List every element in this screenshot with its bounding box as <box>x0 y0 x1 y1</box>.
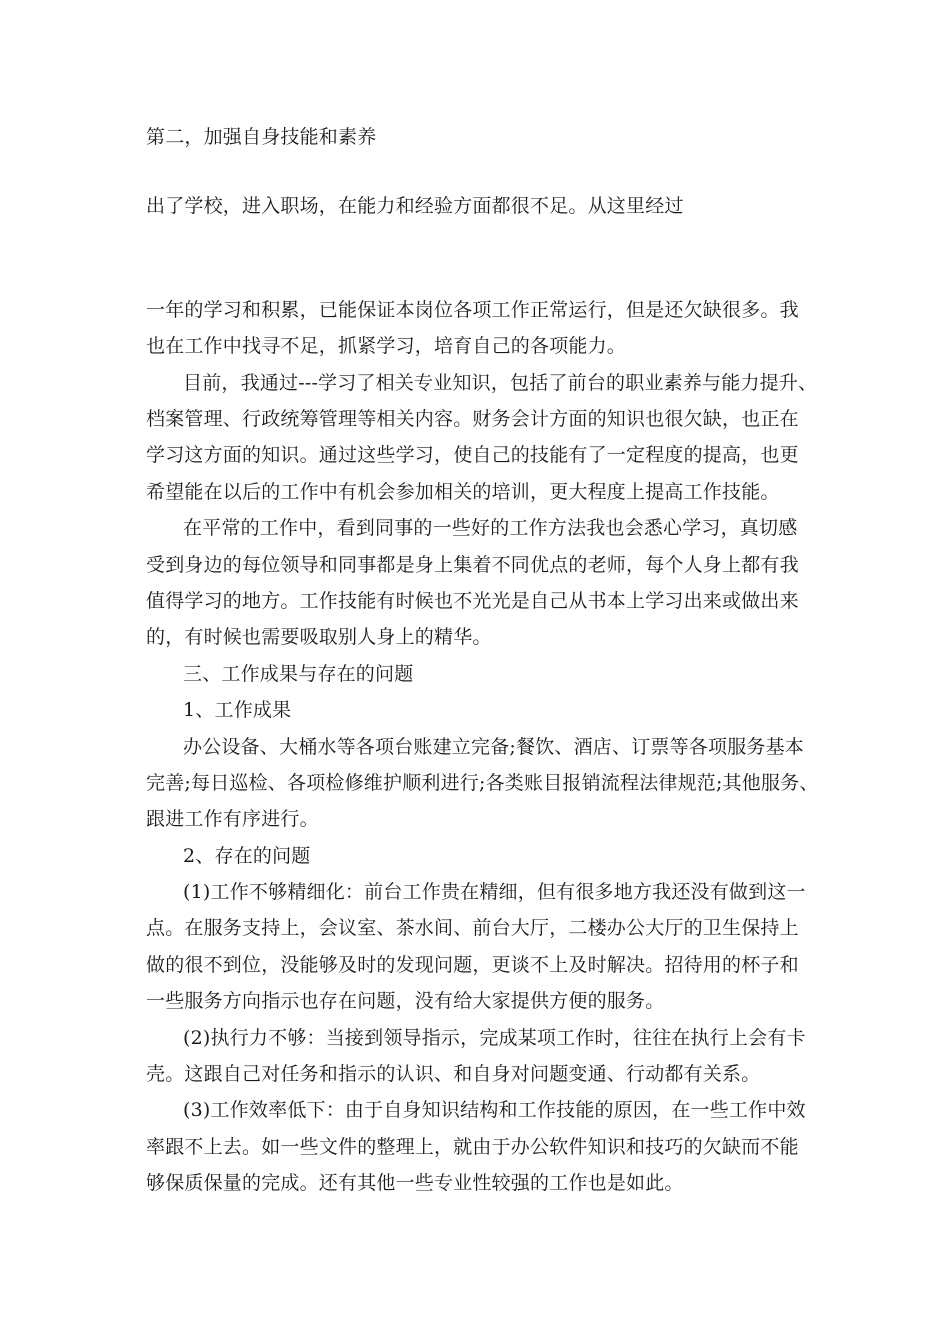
text-line: 够保质保量的完成。还有其他一些专业性较强的工作也是如此。 <box>146 1172 684 1194</box>
subsection-heading: 2、存在的问题 <box>183 845 311 867</box>
text-line: 希望能在以后的工作中有机会参加相关的培训，更大程度上提高工作技能。 <box>146 481 780 503</box>
text-line: 率跟不上去。如一些文件的整理上，就由于办公软件知识和技巧的欠缺而不能 <box>146 1136 799 1158</box>
text-line: 档案管理、行政统筹管理等相关内容。财务会计方面的知识也很欠缺，也正在 <box>146 408 799 430</box>
text-line: 值得学习的地方。工作技能有时候也不光光是自己从书本上学习出来或做出来 <box>146 590 799 612</box>
text-line: (2)执行力不够：当接到领导指示，完成某项工作时，往往在执行上会有卡 <box>183 1027 806 1049</box>
text-line: 在平常的工作中，看到同事的一些好的工作方法我也会悉心学习，真切感 <box>183 517 798 539</box>
section-heading: 第二，加强自身技能和素养 <box>146 126 377 148</box>
subsection-heading: 1、工作成果 <box>183 699 292 721</box>
text-line: 壳。这跟自己对任务和指示的认识、和自身对问题变通、行动都有关系。 <box>146 1063 761 1085</box>
text-line: 也在工作中找寻不足，抓紧学习，培育自己的各项能力。 <box>146 335 627 357</box>
text-line: 的，有时候也需要吸取别人身上的精华。 <box>146 626 492 648</box>
text-line: 跟进工作有序进行。 <box>146 808 319 830</box>
text-line: (3)工作效率低下：由于自身知识结构和工作技能的原因，在一些工作中效 <box>183 1099 806 1121</box>
text-line: 点。在服务支持上，会议室、茶水间、前台大厅，二楼办公大厅的卫生保持上 <box>146 917 799 939</box>
text-line: (1)工作不够精细化：前台工作贵在精细，但有很多地方我还没有做到这一 <box>183 881 806 903</box>
subsection-heading: 三、工作成果与存在的问题 <box>183 663 414 685</box>
text-line: 受到身边的每位领导和同事都是身上集着不同优点的老师，每个人身上都有我 <box>146 554 799 576</box>
intro-line: 出了学校，进入职场，在能力和经验方面都很不足。从这里经过 <box>146 195 684 217</box>
text-line: 一些服务方向指示也存在问题，没有给大家提供方便的服务。 <box>146 990 665 1012</box>
text-line: 学习这方面的知识。通过这些学习，使自己的技能有了一定程度的提高，也更 <box>146 444 799 466</box>
text-line: 做的很不到位，没能够及时的发现问题，更谈不上及时解决。招待用的杯子和 <box>146 954 799 976</box>
text-line: 办公设备、大桶水等各项台账建立完备;餐饮、酒店、订票等各项服务基本 <box>183 736 805 758</box>
text-line: 完善;每日巡检、各项检修维护顺利进行;各类账目报销流程法律规范;其他服务、 <box>146 772 819 794</box>
text-line: 目前，我通过---学习了相关专业知识，包括了前台的职业素养与能力提升、 <box>183 372 818 394</box>
text-line: 一年的学习和积累，已能保证本岗位各项工作正常运行，但是还欠缺很多。我 <box>146 299 799 321</box>
